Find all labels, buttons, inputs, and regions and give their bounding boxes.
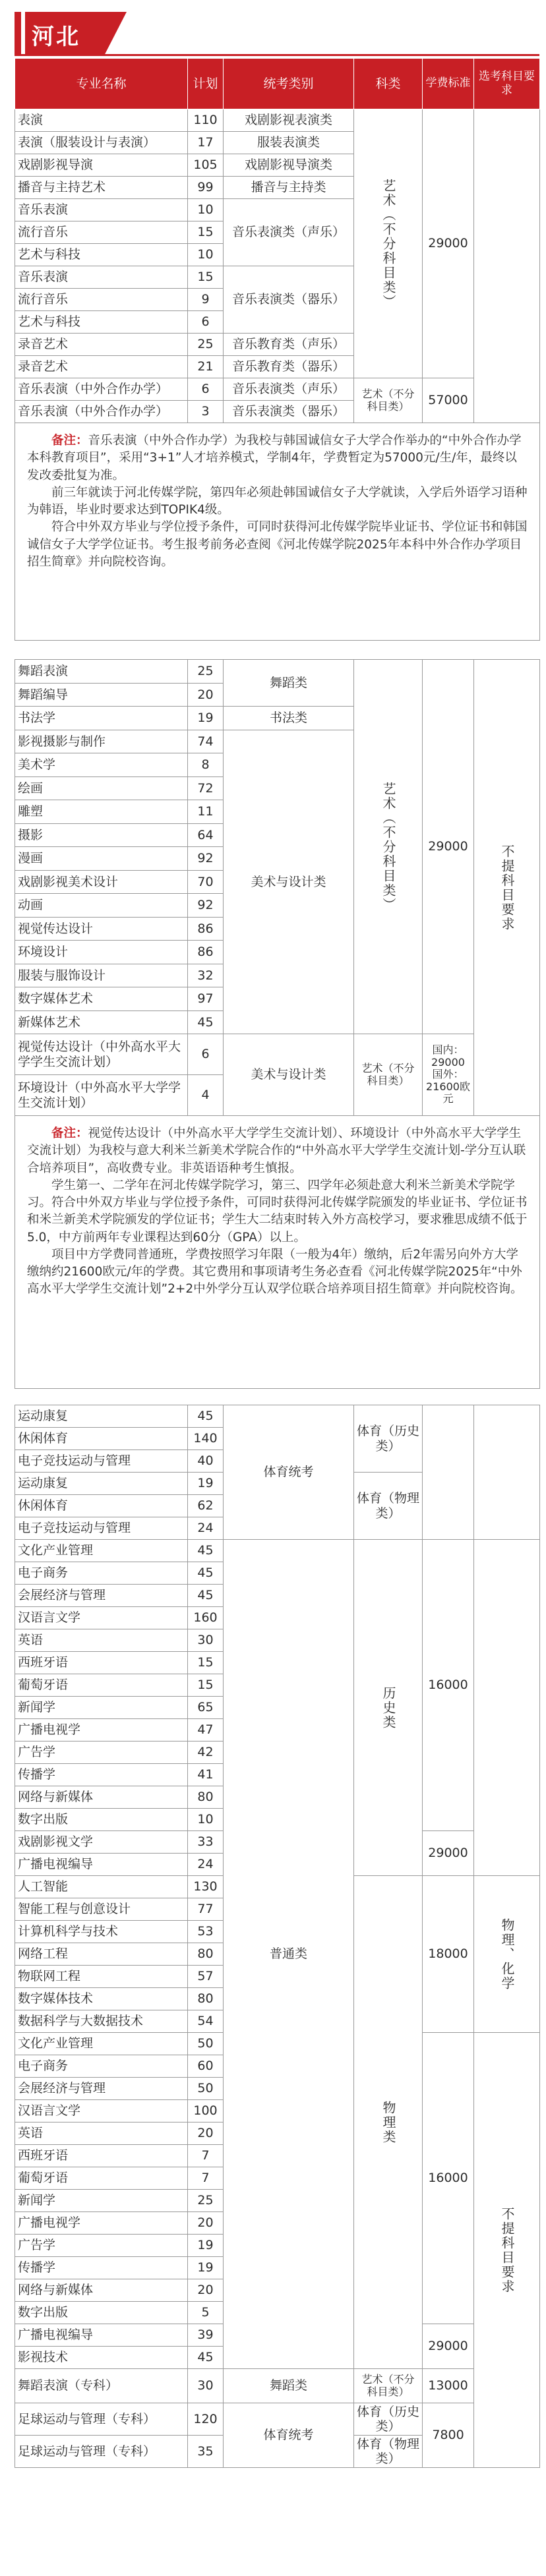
table-row: 物联网工程 57	[15, 1966, 540, 1988]
col-plan: 计划	[188, 59, 224, 109]
col-fee: 学费标准	[423, 59, 474, 109]
table-row: 数字出版 5	[15, 2302, 540, 2324]
table-row: 表演 110 戏剧影视表演类 艺术（不分科目类） 29000	[15, 109, 540, 132]
table-row: 录音艺术 25 音乐教育类（声乐）	[15, 334, 540, 356]
table-row: 智能工程与创意设计 77	[15, 1898, 540, 1921]
table-row: 会展经济与管理 50	[15, 2078, 540, 2100]
table-row: 音乐表演 10 音乐表演类（声乐）	[15, 199, 540, 221]
table-row: 戏剧影视文学 33 29000	[15, 1831, 540, 1854]
table-row: 文化产业管理 50 16000 不提科目要求	[15, 2033, 540, 2055]
table-row: 绘画 72	[15, 776, 540, 800]
table-row: 英语 30	[15, 1629, 540, 1652]
header-divider	[15, 54, 539, 56]
col-requirement: 选考科目要求	[474, 59, 540, 109]
table-row: 足球运动与管理（专科） 35 体育（物理类）	[15, 2436, 540, 2468]
table-row: 音乐表演（中外合作办学） 3 音乐表演类（器乐）	[15, 401, 540, 423]
table-row: 足球运动与管理（专科） 120 体育统考 体育（历史类） 7800	[15, 2403, 540, 2436]
table-row: 广播电视编导 39 29000	[15, 2324, 540, 2347]
requirement-physics-chemistry: 物理、化学	[474, 1876, 540, 2033]
table-row: 电子商务 45	[15, 1562, 540, 1585]
fine-art-table	[15, 659, 540, 1389]
table-row: 汉语言文学 160	[15, 1607, 540, 1629]
table-row: 计算机科学与技术 53	[15, 1921, 540, 1943]
table-row: 葡萄牙语 15	[15, 1674, 540, 1697]
table-row: 漫画 92	[15, 847, 540, 871]
table-row: 艺术与科技 10	[15, 244, 540, 266]
table-row: 休闲体育 62	[15, 1495, 540, 1517]
col-exam-type: 统考类别	[224, 59, 354, 109]
table-row: 人工智能 130 物理类 18000 物理、化学	[15, 1876, 540, 1898]
table-row: 休闲体育 140	[15, 1428, 540, 1450]
table-row: 葡萄牙语 7	[15, 2167, 540, 2190]
table-row: 视觉传达设计 86	[15, 917, 540, 941]
col-major: 专业名称	[15, 59, 188, 109]
table-row: 音乐表演 15 音乐表演类（器乐）	[15, 266, 540, 289]
table-row: 广告学 19	[15, 2235, 540, 2257]
table-row: 雕塑 11	[15, 800, 540, 824]
table-row: 会展经济与管理 45	[15, 1585, 540, 1607]
table-row: 汉语言文学 100	[15, 2100, 540, 2122]
table-row: 广播电视学 20	[15, 2212, 540, 2235]
table-row: 舞蹈表演（专科） 30 舞蹈类 艺术（不分科目类） 13000	[15, 2369, 540, 2403]
table-row: 英语 20	[15, 2122, 540, 2145]
table-row: 电子商务 60	[15, 2055, 540, 2078]
fee-value: 29000	[423, 109, 474, 378]
table-row: 电子竞技运动与管理 24	[15, 1517, 540, 1540]
table-row: 环境设计 86	[15, 941, 540, 964]
table-row: 动画 92	[15, 894, 540, 918]
table-row: 数据科学与大数据技术 54	[15, 2010, 540, 2033]
table-row: 流行音乐 15	[15, 221, 540, 244]
table-row: 流行音乐 9	[15, 289, 540, 311]
table-row: 电子竞技运动与管理 40	[15, 1450, 540, 1473]
table-row: 书法学 19 书法类	[15, 707, 540, 730]
table-row: 录音艺术 21 音乐教育类（器乐）	[15, 356, 540, 378]
table-row: 数字媒体技术 80	[15, 1988, 540, 2010]
province-header	[15, 12, 127, 55]
note-label: 备注：	[51, 434, 88, 448]
general-table	[15, 1405, 540, 2468]
table-row: 摄影 64	[15, 823, 540, 847]
table-row: 视觉传达设计（中外高水平大学学生交流计划） 6 美术与设计类 艺术（不分科目类） 国内：29000 国外：21600欧元	[15, 1034, 540, 1075]
table-row: 传播学 19	[15, 2257, 540, 2279]
table-row: 运动康复 19 体育（物理类）	[15, 1473, 540, 1495]
table-row: 美术学 8	[15, 753, 540, 777]
table-row: 西班牙语 15	[15, 1652, 540, 1674]
table-row: 舞蹈编导 20	[15, 683, 540, 707]
table-row: 舞蹈表演 25 舞蹈类 艺术（不分科目类） 29000 不提科目要求	[15, 660, 540, 684]
note-label: 备注：	[51, 1127, 88, 1140]
col-subject-type: 科类	[354, 59, 423, 109]
table-row: 传播学 41	[15, 1764, 540, 1786]
table-row: 影视技术 45	[15, 2347, 540, 2369]
table-row: 广播电视学 47	[15, 1719, 540, 1742]
table-row: 广播电视编导 24	[15, 1854, 540, 1876]
province-title: 河北	[32, 24, 80, 50]
subject-type-art: 艺术（不分科目类）	[354, 109, 423, 378]
table-row: 艺术与科技 6	[15, 311, 540, 334]
note-row: 备注：音乐表演（中外合作办学）为我校与韩国诚信女子大学合作举办的“中外合作办学本科教育项目”，采用“3+1”人才培养模式，学制4年，学费暂定为57000元/生/年，最终以发改委批复为准。 前三年就读于河北传媒学院，第四年必须赴韩国诚信女子大学就读，入学后外语学习语种为韩语，毕业时要求达到TOPIK4级。 符合中外双方毕业与学位授予条件，可同时获得河北传媒学院毕业证书、学位证书和韩国诚信女子大学学位证书。考生报考前务必查阅《河北传媒学院2025年本科中外合作办学项目招生简章》并向院校咨询。	[15, 423, 540, 641]
table-row: 新媒体艺术 45	[15, 1010, 540, 1034]
table-row: 网络与新媒体 80	[15, 1786, 540, 1809]
music-art-table	[15, 58, 540, 641]
table-row: 播音与主持艺术 99 播音与主持类	[15, 177, 540, 199]
table-row: 网络与新媒体 20	[15, 2279, 540, 2302]
table-row: 影视摄影与制作 74 美术与设计类	[15, 730, 540, 753]
table-row: 运动康复 45 体育统考 体育（历史类）	[15, 1405, 540, 1428]
requirement-none: 不提科目要求	[474, 2033, 540, 2468]
table-row: 网络工程 80	[15, 1943, 540, 1966]
table-header-row	[15, 59, 540, 109]
requirement-empty	[474, 109, 540, 423]
table-row: 文化产业管理 45 普通类 历史类 16000	[15, 1540, 540, 1562]
table-row: 数字媒体艺术 97	[15, 987, 540, 1011]
table-row: 环境设计（中外高水平大学学生交流计划） 4	[15, 1075, 540, 1116]
table-row: 西班牙语 7	[15, 2145, 540, 2167]
table-row: 新闻学 25	[15, 2190, 540, 2212]
table-row: 音乐表演（中外合作办学） 6 音乐表演类（声乐） 艺术（不分科目类） 57000	[15, 378, 540, 401]
requirement-none: 不提科目要求	[474, 660, 540, 1116]
note-row: 备注：视觉传达设计（中外高水平大学学生交流计划）、环境设计（中外高水平大学学生交流计划）为我校与意大利米兰新美术学院合作的“中外高水平大学学生交流计划-学分互认联合培养项目”，高收费专业。非英语语种考生慎报。 学生第一、二学年在河北传媒学院学习，第三、四学年必须赴意大利米兰新美术学院学习。符合中外双方毕业与学位授予条件，可同时获得河北传媒学院颁发的毕业证书、学位证书和米兰新美术学院颁发的学位证书；学生大二结束时转入外方高校学习，要求雅思成绩不低于5.0，中方前两年专业课程达到60分（GPA）以上。 项目中方学费同普通班，学费按照学习年限（一般为4年）缴纳，后2年需另向外方大学缴纳约21600欧元/年的学费。其它费用和事项请考生务必查看《河北传媒学院2025年“中外高水平大学学生交流计划”2+2中外学分互认双学位联合培养项目招生简章》并向院校咨询。	[15, 1116, 540, 1389]
table-row: 表演（服装设计与表演） 17 服装表演类	[15, 132, 540, 154]
table-row: 数字出版 10	[15, 1809, 540, 1831]
table-row: 广告学 42	[15, 1742, 540, 1764]
table-row: 戏剧影视导演 105 戏剧影视导演类	[15, 154, 540, 177]
table-row: 新闻学 65	[15, 1697, 540, 1719]
table-row: 服装与服饰设计 32	[15, 964, 540, 987]
table-row: 戏剧影视美术设计 70	[15, 870, 540, 894]
